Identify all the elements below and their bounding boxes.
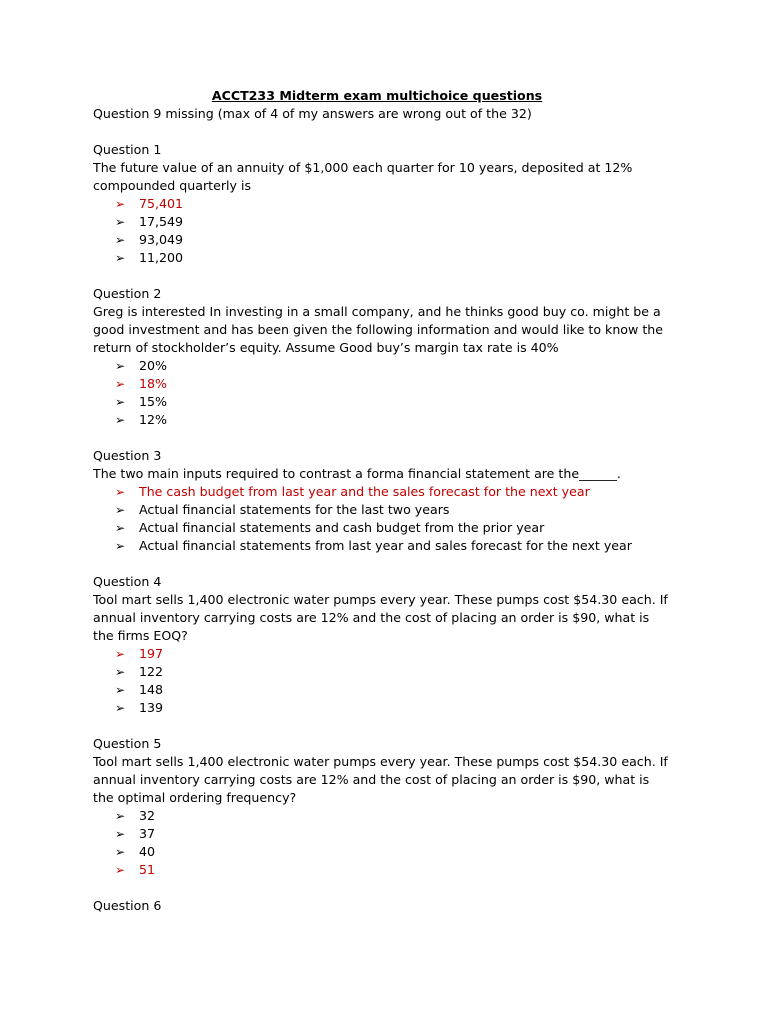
answer-option [93, 807, 673, 825]
answer-option-label: 139 [139, 700, 164, 715]
question-block [93, 447, 673, 555]
answer-option [93, 411, 673, 429]
answer-options [93, 645, 673, 717]
answer-option-selected [93, 861, 673, 879]
question-block [93, 735, 673, 879]
arrow-bullet-icon: ➢ [115, 377, 126, 391]
answer-option-label: 197 [139, 646, 164, 661]
question-heading: Question 1 [93, 142, 162, 157]
arrow-bullet-icon: ➢ [115, 485, 126, 499]
answer-options [93, 483, 673, 555]
question-text: Tool mart sells 1,400 electronic water pumps every year. These pumps cost $54.30 each. If annual inventory carrying costs are 12% and the cost of placing an order is $90, what is the optimal ordering frequency? [93, 754, 668, 805]
arrow-bullet-icon: ➢ [115, 197, 126, 211]
answer-option-label: Actual financial statements from last year and sales forecast for the next year [139, 538, 632, 553]
question-heading: Question 4 [93, 574, 162, 589]
question-block [93, 141, 673, 267]
answer-option-label: 12% [139, 412, 167, 427]
answer-option-selected [93, 195, 673, 213]
arrow-bullet-icon: ➢ [115, 683, 126, 697]
question-text: The two main inputs required to contrast a forma financial statement are the______. [93, 466, 621, 481]
arrow-bullet-icon: ➢ [115, 845, 126, 859]
answer-option [93, 393, 673, 411]
arrow-bullet-icon: ➢ [115, 215, 126, 229]
answer-option-label: 122 [139, 664, 164, 679]
arrow-bullet-icon: ➢ [115, 233, 126, 247]
answer-option-selected [93, 645, 673, 663]
answer-option-label: The cash budget from last year and the sales forecast for the next year [139, 484, 590, 499]
arrow-bullet-icon: ➢ [115, 521, 126, 535]
arrow-bullet-icon: ➢ [115, 251, 126, 265]
arrow-bullet-icon: ➢ [115, 701, 126, 715]
arrow-bullet-icon: ➢ [115, 395, 126, 409]
question-block [93, 573, 673, 717]
question-heading: Question 6 [93, 898, 162, 913]
answer-option [93, 249, 673, 267]
document-intro: Question 9 missing (max of 4 of my answers are wrong out of the 32) [93, 106, 532, 121]
document-page [93, 87, 673, 933]
answer-option [93, 519, 673, 537]
question-list [93, 141, 673, 915]
answer-option-label: Actual financial statements for the last two years [139, 502, 450, 517]
answer-option-label: 11,200 [139, 250, 184, 265]
answer-options [93, 807, 673, 879]
answer-option-label: 40 [139, 844, 156, 859]
answer-option [93, 843, 673, 861]
arrow-bullet-icon: ➢ [115, 359, 126, 373]
question-heading: Question 2 [93, 286, 162, 301]
answer-option [93, 213, 673, 231]
arrow-bullet-icon: ➢ [115, 665, 126, 679]
question-heading: Question 3 [93, 448, 162, 463]
arrow-bullet-icon: ➢ [115, 503, 126, 517]
question-block [93, 897, 673, 915]
answer-option [93, 681, 673, 699]
answer-option-label: 17,549 [139, 214, 184, 229]
question-heading: Question 5 [93, 736, 162, 751]
answer-option-selected [93, 375, 673, 393]
answer-option-label: 20% [139, 358, 167, 373]
arrow-bullet-icon: ➢ [115, 539, 126, 553]
answer-option-label: 75,401 [139, 196, 184, 211]
arrow-bullet-icon: ➢ [115, 827, 126, 841]
arrow-bullet-icon: ➢ [115, 413, 126, 427]
answer-option-selected [93, 483, 673, 501]
question-text: Tool mart sells 1,400 electronic water pumps every year. These pumps cost $54.30 each. If annual inventory carrying costs are 12% and the cost of placing an order is $90, what is the firms EOQ? [93, 592, 668, 643]
answer-option-label: 51 [139, 862, 156, 877]
answer-option [93, 825, 673, 843]
answer-option-label: 93,049 [139, 232, 184, 247]
question-block [93, 285, 673, 429]
question-text: The future value of an annuity of $1,000 each quarter for 10 years, deposited at 12% compounded quarterly is [93, 160, 633, 193]
answer-options [93, 195, 673, 267]
answer-option [93, 537, 673, 555]
arrow-bullet-icon: ➢ [115, 809, 126, 823]
answer-option-label: Actual financial statements and cash budget from the prior year [139, 520, 545, 535]
answer-option-label: 18% [139, 376, 167, 391]
answer-option-label: 32 [139, 808, 156, 823]
answer-option-label: 15% [139, 394, 167, 409]
answer-option [93, 501, 673, 519]
question-text: Greg is interested In investing in a small company, and he thinks good buy co. might be a good investment and has been given the following information and would like to know the return of stockholder’s equity. Assume Good buy’s margin tax rate is 40% [93, 304, 663, 355]
answer-option [93, 663, 673, 681]
document-title: ACCT233 Midterm exam multichoice questions [211, 88, 543, 103]
answer-option-label: 148 [139, 682, 164, 697]
answer-option [93, 699, 673, 717]
answer-option [93, 231, 673, 249]
answer-option-label: 37 [139, 826, 156, 841]
answer-options [93, 357, 673, 429]
arrow-bullet-icon: ➢ [115, 647, 126, 661]
answer-option [93, 357, 673, 375]
arrow-bullet-icon: ➢ [115, 863, 126, 877]
